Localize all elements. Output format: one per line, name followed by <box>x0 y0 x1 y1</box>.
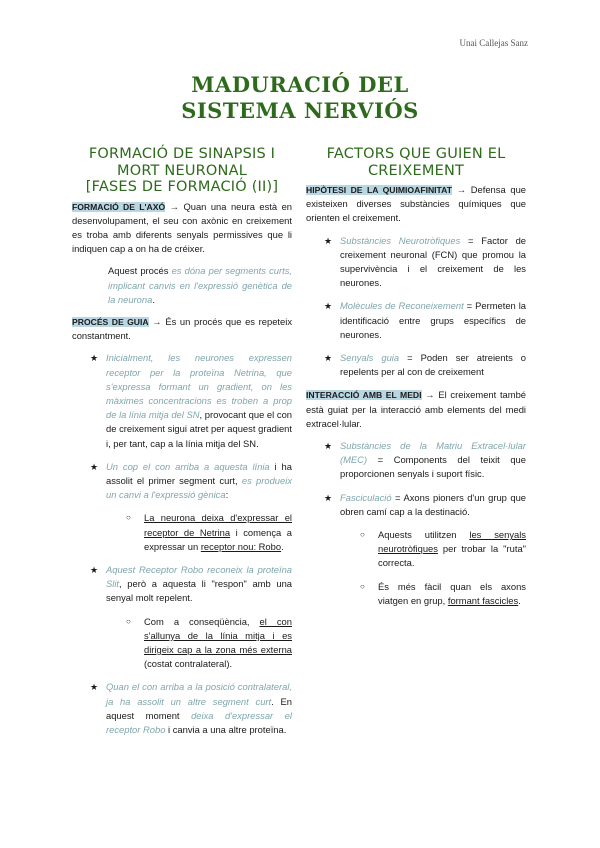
guia-subbullet-2 <box>72 615 292 672</box>
quimio-bullet-1 <box>306 234 526 291</box>
guia-paragraph <box>72 315 292 343</box>
quimio-b1-emphasis: Substàncies Neurotròfiques <box>340 234 461 246</box>
medi-s2-underline: formant fascicles <box>447 594 519 606</box>
right-heading <box>306 146 526 179</box>
star-icon: ★ <box>90 353 99 364</box>
right-heading-line-1: FACTORS QUE GUIEN EL <box>326 146 506 162</box>
medi-s1-end: per trobar la "ruta" correcta. <box>378 543 526 569</box>
star-icon: ★ <box>90 682 99 693</box>
guia-b4-emphasis-1: Quan el con arriba a la posició contralateral, ja ha assolit un altre segment curt <box>106 681 292 707</box>
guia-b2-text: i ha assolit el primer segment curt, <box>106 460 292 486</box>
guia-s1-end: . <box>281 540 284 552</box>
guia-b4-end: i canvia a una altre proteïna. <box>165 724 287 735</box>
quimio-b2-emphasis: Molècules de Reconeixement <box>340 300 464 312</box>
guia-b1-text: , provocant que el con de creixement sigui atret per aquest gradient i, per tant, cap a la línia mitja del SN. <box>106 409 293 449</box>
guia-b1-emphasis: Inicialment, les neurones expressen receptor per la proteïna Netrina, que s'expressa formant un gradient, on les màximes concentracions es troben a prop de la línia mitja del SN <box>106 352 292 421</box>
star-icon: ★ <box>324 441 333 452</box>
circle-icon: ○ <box>126 513 131 523</box>
left-heading-line-1: FORMACIÓ DE SINAPSIS I <box>88 146 276 162</box>
medi-s1-underline: les senyals neurotròfiques <box>378 529 526 555</box>
medi-subbullet-1 <box>306 528 526 571</box>
medi-bullet-1 <box>306 439 526 482</box>
star-icon: ★ <box>324 301 333 312</box>
axo-note-end: . <box>152 293 155 305</box>
guia-s2-text: Com a conseqüència, <box>144 615 260 627</box>
star-icon: ★ <box>324 235 333 246</box>
axo-text: → Quan una neura està en desenvolupament, el seu con axònic en creixement es troba amb diferents senyals permissives que li indiquen cap a on ha de créixer. <box>72 200 292 255</box>
star-icon: ★ <box>90 461 99 472</box>
guia-text: → És un procés que es repeteix constantment. <box>72 315 293 342</box>
medi-text: → El creixement també està guiat per la interacció amb elements del medi extracel·lular. <box>306 389 527 429</box>
medi-s1-text: Aquests utilitzen <box>378 529 470 541</box>
guia-subbullet-1 <box>72 511 292 554</box>
guia-b2-end: : <box>225 489 229 501</box>
guia-b3-emphasis: Aquest Receptor Robo reconeix la proteïna Slit <box>106 563 292 590</box>
guia-s1-underline-2: receptor nou: Robo <box>200 540 282 552</box>
medi-paragraph <box>306 388 526 431</box>
quimio-paragraph <box>306 183 526 226</box>
title-line-2: SISTEMA NERVIÓS <box>181 98 419 123</box>
quimio-b3-emphasis: Senyals guia <box>340 352 400 364</box>
quimio-text: → Defensa que existeixen diverses substàncies químiques que orienten el creixement. <box>306 184 526 224</box>
star-icon: ★ <box>90 564 99 575</box>
guia-b4-text: . En aquest moment <box>106 695 292 721</box>
guia-bullet-3 <box>72 563 292 606</box>
left-heading-line-3: [FASES DE FORMACIÓ (II)] <box>85 179 279 195</box>
medi-label: INTERACCIÓ AMB EL MEDI <box>306 390 422 401</box>
medi-s2-text: És més fàcil quan els axons viatgen en grup, <box>378 580 526 606</box>
axo-note-emphasis: es dóna per segments curts, implicant canvis en l'expressió genètica de la neurona <box>108 265 292 305</box>
axo-note <box>108 264 292 307</box>
left-column <box>72 146 292 746</box>
right-heading-line-2: CREIXEMENT <box>367 162 465 179</box>
medi-b2-text: = Axons pioners d'un grup que obren camí cap a la destinació. <box>340 491 526 517</box>
guia-bullet-2 <box>72 460 292 503</box>
medi-s2-end: . <box>518 594 521 606</box>
star-icon: ★ <box>324 492 333 503</box>
guia-s1-underline-1: La neurona deixa d'expressar el receptor de Netrina <box>144 512 292 538</box>
left-heading-line-2: MORT NEURONAL <box>117 162 247 179</box>
axo-paragraph <box>72 200 292 257</box>
page-title <box>0 72 600 124</box>
guia-s2-underline: el con s'allunya de la línia mitja i es dirigeix cap a la zona més externa <box>144 615 292 655</box>
quimio-b2-text: = Permeten la identificació entre grups específics de neurones. <box>340 300 527 340</box>
guia-bullet-4 <box>72 680 292 737</box>
quimio-bullet-3 <box>306 351 526 379</box>
medi-b1-text: = Components del teixit que proporcionen senyals i suport físic. <box>340 454 526 480</box>
left-heading <box>72 146 292 196</box>
axo-label: FORMACIÓ DE L'AXÓ <box>72 201 166 212</box>
title-line-1: MADURACIÓ DEL <box>191 72 409 97</box>
medi-b1-emphasis: Substàncies de la Matriu Extracel·lular (MEC) <box>340 440 526 466</box>
guia-b3-text: , però a aquesta li "respon" amb una senyal molt repelent. <box>106 578 292 604</box>
guia-label: PROCÉS DE GUIA <box>72 316 149 327</box>
circle-icon: ○ <box>360 581 365 591</box>
circle-icon: ○ <box>360 530 365 540</box>
medi-subbullet-2 <box>306 580 526 608</box>
guia-b2-emphasis-2: es produeix un canvi a l'expressió gènica <box>106 474 293 501</box>
star-icon: ★ <box>324 353 333 364</box>
guia-bullet-1 <box>72 351 292 450</box>
axo-note-text: Aquest procés <box>108 265 172 277</box>
circle-icon: ○ <box>126 616 131 626</box>
quimio-b3-text: = Poden ser atreients o repelents per al con de creixement <box>340 352 526 378</box>
guia-s2-end: (costat contralateral). <box>144 658 233 670</box>
guia-b2-emphasis-1: Un cop el con arriba a aquesta línia <box>106 460 270 472</box>
right-column <box>306 146 526 617</box>
quimio-label: HIPÒTESI DE LA QUIMIOAFINITAT <box>306 185 452 195</box>
quimio-b1-text: = Factor de creixement neuronal (FCN) que promou la supervivència i el creixement de les neurones. <box>340 234 526 289</box>
guia-s1-text: i comença a expressar un <box>144 526 292 552</box>
quimio-bullet-2 <box>306 299 526 342</box>
guia-b4-emphasis-2: deixa d'expressar el receptor Robo <box>106 709 292 735</box>
medi-bullet-2 <box>306 491 526 519</box>
medi-b2-emphasis: Fasciculació <box>340 491 392 503</box>
author-name: Unai Callejas Sanz <box>459 38 528 48</box>
